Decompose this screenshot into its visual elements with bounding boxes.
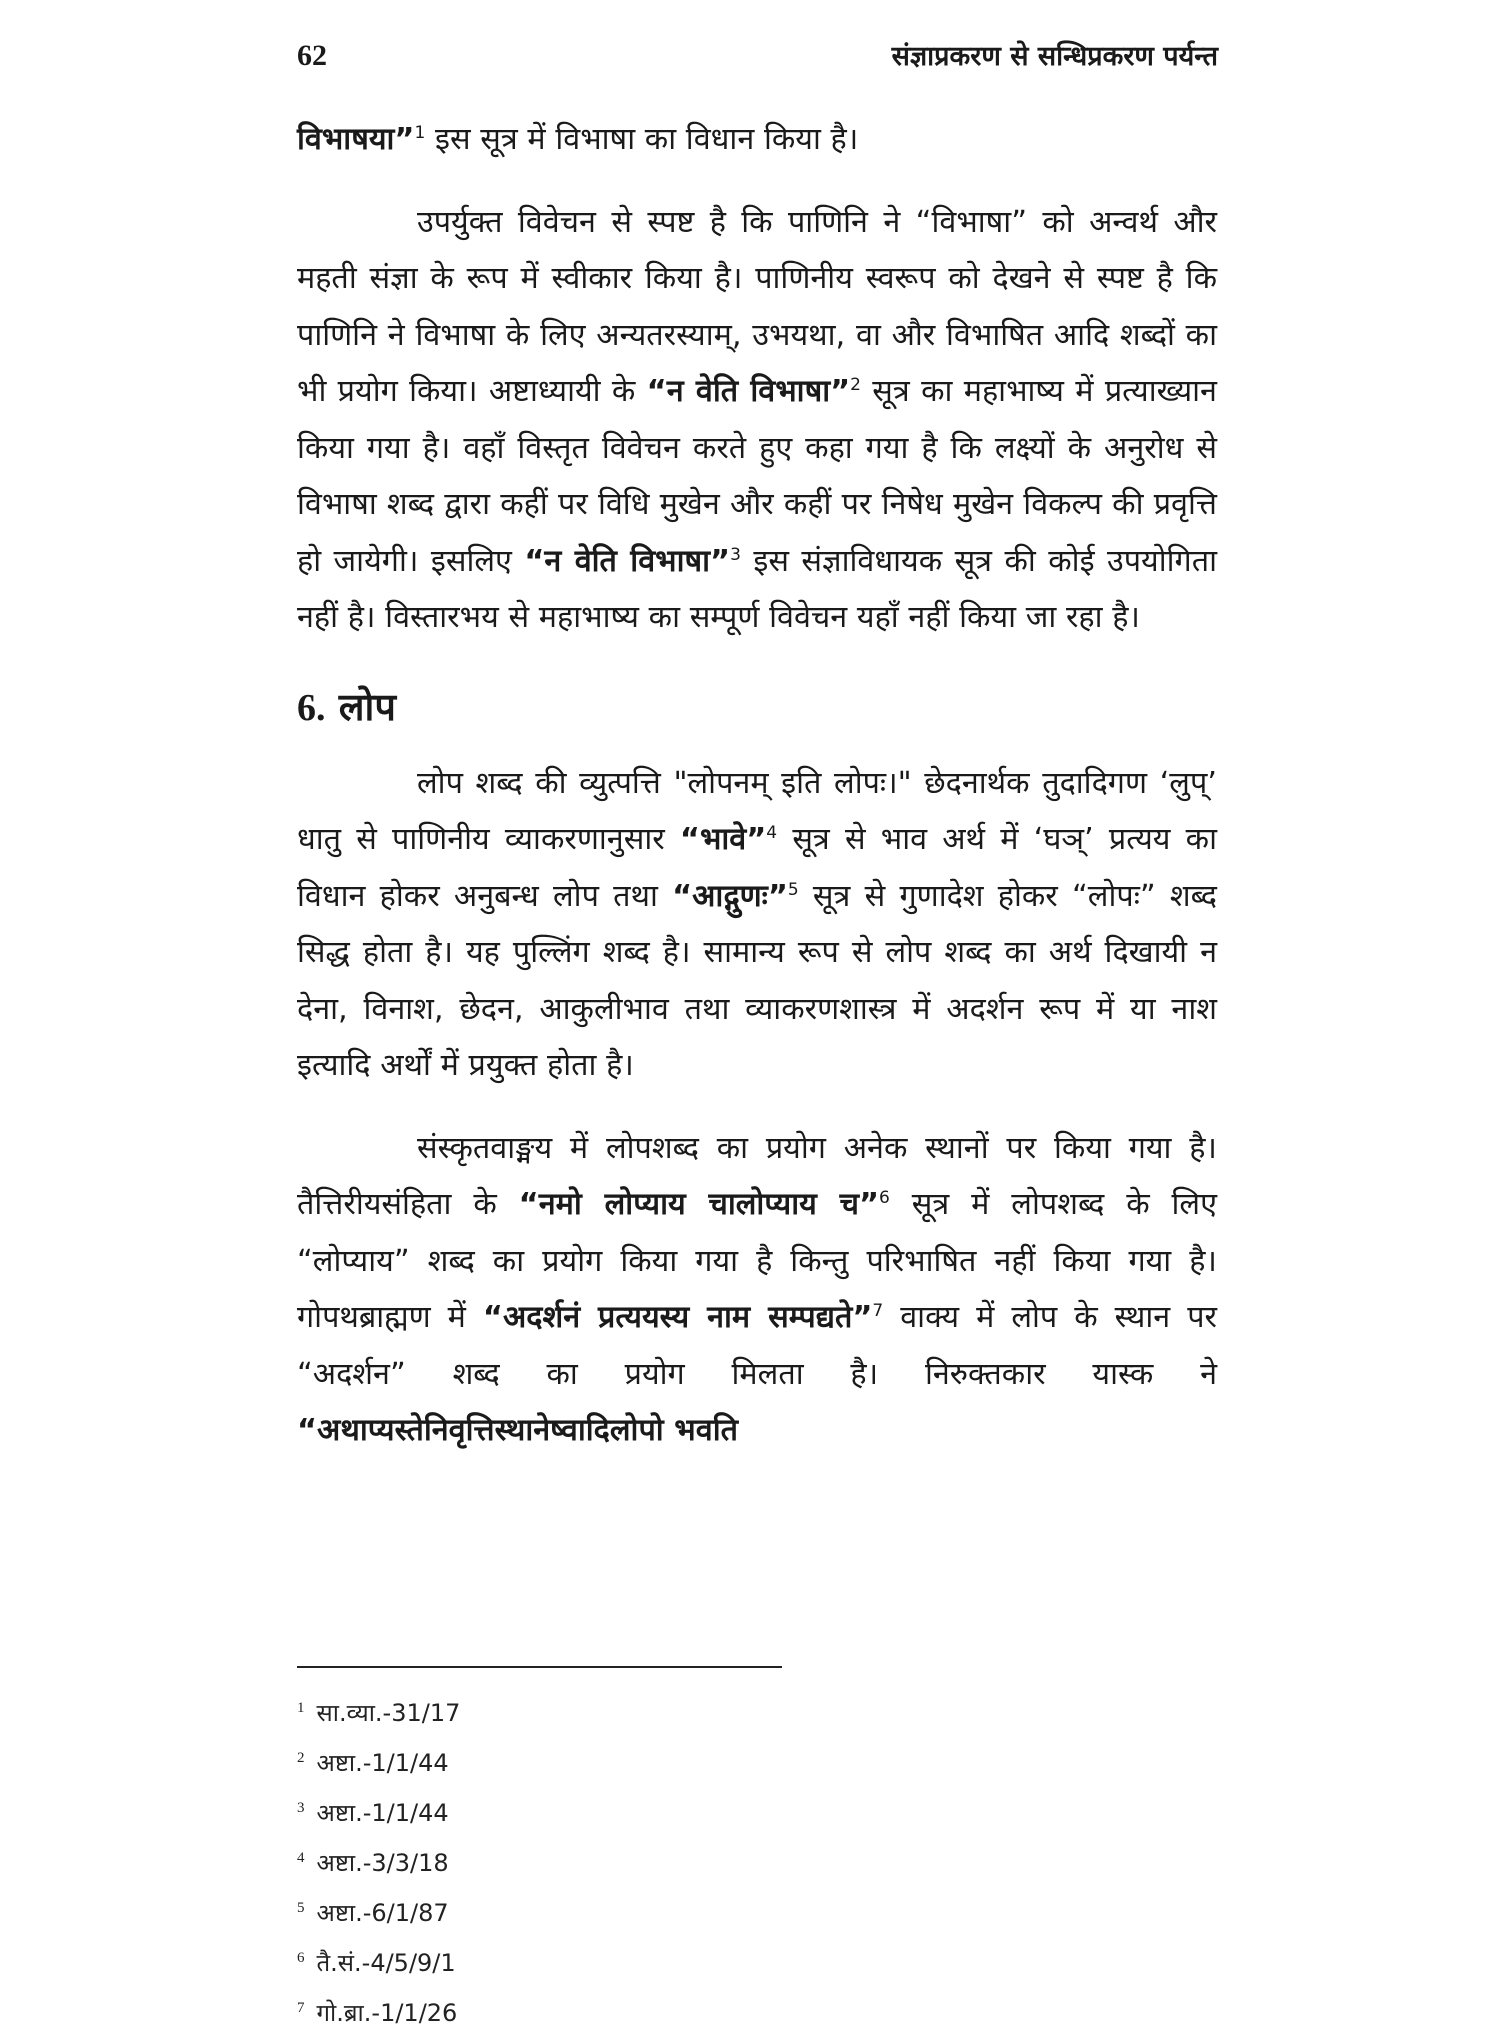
paragraph-3 xyxy=(297,756,1217,1095)
footnote-text: सा.व्या.-31/17 xyxy=(316,1699,461,1727)
footnote-ref: 2 xyxy=(850,374,861,395)
footnote-number: 7 xyxy=(297,2000,305,2016)
paragraph-text: सूत्र में लोपशब्द के लिए “लोप्याय” शब्द का प्रयोग किया गया है किन्तु परिभाषित नहीं किया गया है। गोपथब्राह्मण में xyxy=(297,1187,1217,1335)
footnote-ref: 1 xyxy=(414,122,426,143)
section-title: लोप xyxy=(338,684,396,729)
footnote xyxy=(297,1736,997,1786)
footnotes xyxy=(297,1686,997,2036)
sutra-citation: “भावे” xyxy=(679,822,767,857)
footnote-number: 4 xyxy=(297,1850,305,1866)
paragraph-4 xyxy=(297,1121,1217,1460)
footnote-ref: 7 xyxy=(872,1300,884,1321)
footnote-divider xyxy=(297,1666,782,1668)
paragraph-text: वाक्य में लोप के स्थान पर “अदर्शन” शब्द का प्रयोग मिलता है। निरुक्तकार यास्क ने xyxy=(297,1300,1217,1392)
paragraph-text: संस्कृतवाङ्मय में लोपशब्द का प्रयोग अनेक स्थानों पर किया गया है। तैत्तिरीयसंहिता के xyxy=(297,1130,1217,1222)
footnote-number: 6 xyxy=(297,1950,305,1966)
paragraph-1 xyxy=(297,112,1217,169)
paragraph-text: लोप शब्द की व्युत्पत्ति "लोपनम् इति लोपः।" छेदनार्थक तुदादिगण ‘लुप्’ धातु से पाणिनीय व्याकरणानुसार xyxy=(297,765,1217,857)
page-number: 62 xyxy=(297,39,327,72)
footnote xyxy=(297,1886,997,1936)
running-title: संज्ञाप्रकरण से सन्धिप्रकरण पर्यन्त xyxy=(891,41,1218,72)
page-header xyxy=(297,36,1218,86)
sutra-citation: “आद्गुणः” xyxy=(672,878,788,914)
sutra-citation: “न वेति विभाषा” xyxy=(646,374,851,409)
footnote-number: 3 xyxy=(297,1800,305,1816)
footnote xyxy=(297,1786,997,1836)
paragraph-text: सूत्र से गुणादेश होकर “लोपः” शब्द सिद्ध होता है। यह पुल्लिंग शब्द है। सामान्य रूप से लोप शब्द का अर्थ दिखायी न देना, विनाश, छेदन, आकुलीभाव तथा व्याकरणशास्त्र में अदर्शन रूप में या नाश इत्यादि अर्थों में प्रयुक्त होता है। xyxy=(297,878,1217,1083)
footnote xyxy=(297,1686,997,1736)
paragraph-2 xyxy=(297,195,1217,647)
sutra-citation: “न वेति विभाषा” xyxy=(524,543,731,579)
footnote xyxy=(297,1836,997,1886)
footnote-number: 1 xyxy=(297,1700,305,1716)
paragraph-text: इस संज्ञाविधायक सूत्र की कोई उपयोगिता नहीं है। विस्तारभय से महाभाष्य का सम्पूर्ण विवेचन यहाँ नहीं किया जा रहा है। xyxy=(297,543,1217,635)
sutra-citation: “अदर्शनं प्रत्ययस्य नाम सम्पद्यते” xyxy=(482,1300,873,1335)
footnote-ref: 3 xyxy=(730,544,741,565)
sutra-citation: “अथाप्यस्तेनिवृत्तिस्थानेष्वादिलोपो भवति xyxy=(297,1413,738,1448)
footnote-text: अष्टा.-1/1/44 xyxy=(316,1749,449,1777)
footnote-text: अष्टा.-3/3/18 xyxy=(316,1849,449,1877)
footnote-text: गो.ब्रा.-1/1/26 xyxy=(316,1999,458,2027)
footnote xyxy=(297,1936,997,1986)
section-number: 6. xyxy=(297,686,326,729)
paragraph-text: सूत्र का महाभाष्य में प्रत्याख्यान किया गया है। वहाँ विस्तृत विवेचन करते हुए कहा गया है कि लक्ष्यों के अनुरोध से विभाषा शब्द द्वारा कहीं पर विधि मुखेन और कहीं पर निषेध मुखेन विकल्प की प्रवृत्ति हो जायेगी। इसलिए xyxy=(297,374,1217,579)
section-heading xyxy=(297,679,1217,736)
footnote-ref: 6 xyxy=(879,1187,890,1208)
footnote-number: 2 xyxy=(297,1750,305,1766)
sutra-citation: विभाषया” xyxy=(297,122,415,157)
footnote-text: अष्टा.-6/1/87 xyxy=(316,1899,449,1927)
paragraph-text: उपर्युक्त विवेचन से स्पष्ट है कि पाणिनि ने “विभाषा” को अन्वर्थ और महती संज्ञा के रूप में स्वीकार किया है। पाणिनीय स्वरूप को देखने से स्पष्ट है कि पाणिनि ने विभाषा के लिए अन्यतरस्याम्, उभयथा, वा और विभाषित आदि शब्दों का भी प्रयोग किया। अष्टाध्यायी के xyxy=(297,204,1217,409)
footnote-text: अष्टा.-1/1/44 xyxy=(316,1799,449,1827)
body-text xyxy=(297,112,1217,1460)
footnote-number: 5 xyxy=(297,1900,305,1916)
paragraph-text: सूत्र से भाव अर्थ में ‘घञ्’ प्रत्यय का विधान होकर अनुबन्ध लोप तथा xyxy=(297,822,1217,914)
footnote xyxy=(297,1986,997,2036)
footnote-ref: 4 xyxy=(766,822,778,843)
footnote-ref: 5 xyxy=(787,879,799,900)
paragraph-text: इस सूत्र में विभाषा का विधान किया है। xyxy=(425,122,859,157)
sutra-citation: “नमो लोप्याय चालोप्याय च” xyxy=(518,1187,880,1222)
footnote-text: तै.सं.-4/5/9/1 xyxy=(316,1949,456,1977)
